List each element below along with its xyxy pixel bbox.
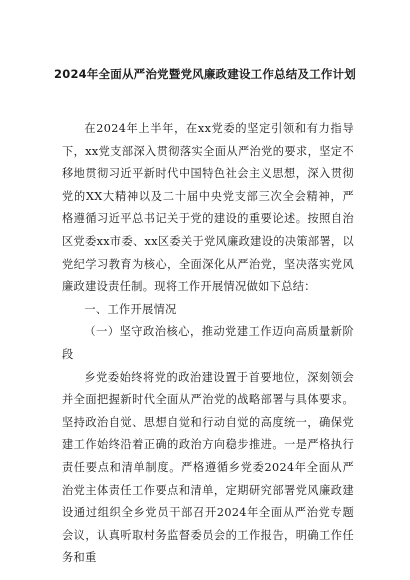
section-heading: 一、工作开展情况	[84, 302, 177, 316]
body-paragraph: 乡党委始终将党的政治建设置于首要地位，深刻领会并全面把握新时代全面从严治党的战略部署与具体要求。坚持政治自觉、思想自觉和行动自觉的高度统一，确保党建工作始终沿着正确的政治方向稳步推进。一是严格执行责任要点和清单制度。严格遵循乡党委2024年全面从严治党主体责任工作要点和清单，定期研究部署党风廉政建设通过组织全乡党员干部召开2024年全面从严治党专题会议，认真听取村务监督委员会的工作报告，明确工作任务和重	[62, 370, 354, 565]
subsection-heading: （一）坚守政治核心，推动党建工作迈向高质量新阶段	[62, 325, 354, 361]
intro-paragraph: 在2024年上半年，在xx党委的坚定引领和有力指导下，xx党支部深入贯彻落实全面从严治党的要求，坚定不移地贯彻习近平新时代中国特色社会主义思想，深入贯彻党的XX大精神以及二十届中央党支部三次全会精神，严格遵循习近平总书记关于党的建设的重要论述。按照自治区党委xx市委、xx区委关于党风廉政建设的决策部署，以党纪学习教育为核心，全面深化从严治党，坚决落实党风廉政建设责任制。现将工作开展情况做如下总结：	[62, 122, 355, 294]
document-body	[62, 118, 354, 570]
document-title: 2024年全面从严治党暨党风廉政建设工作总结及工作计划	[54, 67, 356, 81]
